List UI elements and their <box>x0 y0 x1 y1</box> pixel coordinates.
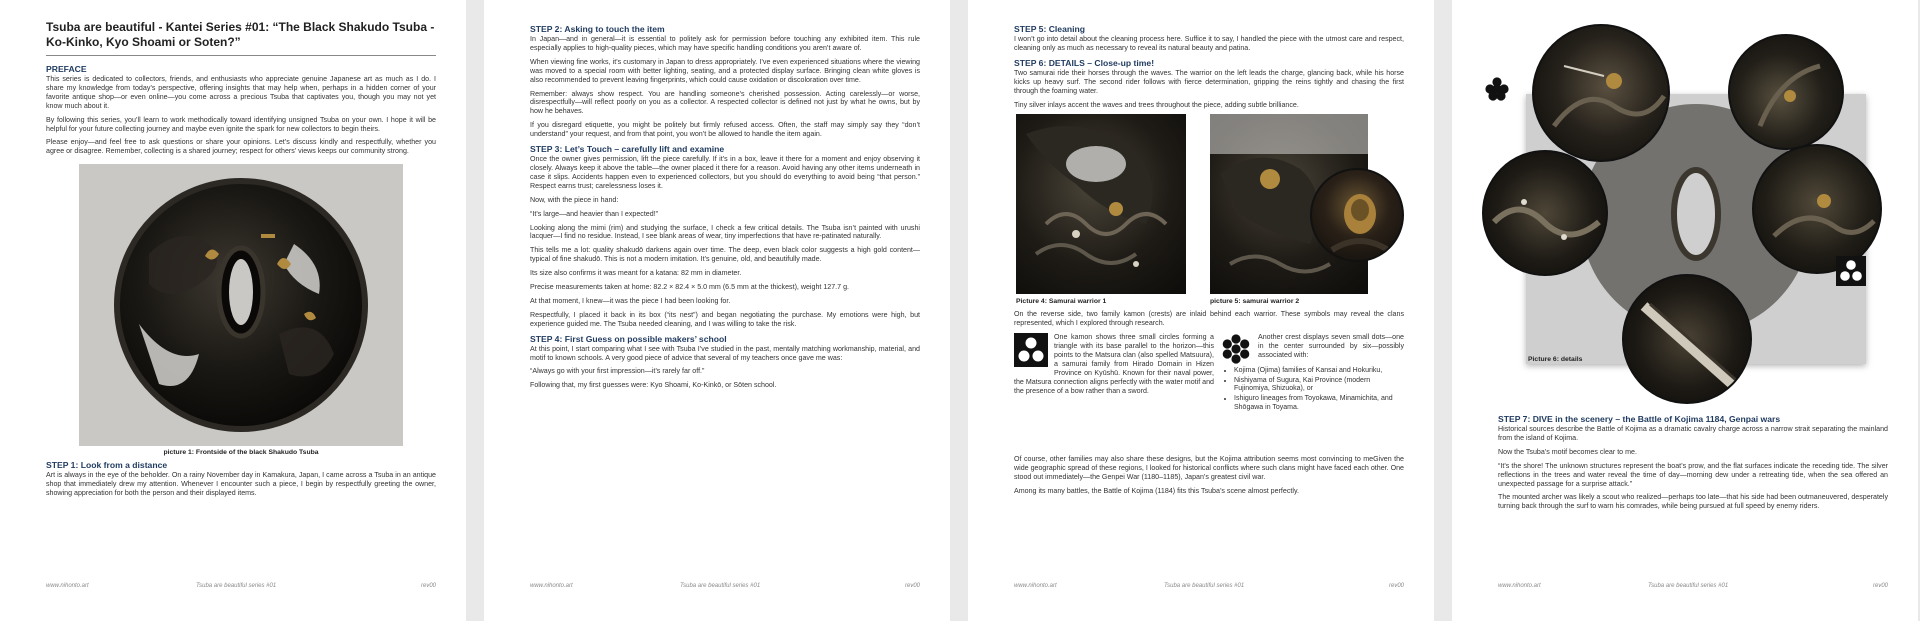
step2-paragraph-1: In Japan—and in general—it is essential to politely ask for permission before touching any exhibited item. This rule especially applies to high-quality pieces, which may have specific handling conditions you aren’t aware of. <box>530 35 920 52</box>
footer-rev: rev00 <box>420 583 436 589</box>
picture-6-caption: Picture 6: details <box>1528 356 1583 363</box>
step2-paragraph-3: Remember: always show respect. You are handling someone’s cherished possession. Acting carelessly—or worse, disrespectfully—will reflect poorly on you as a collector. A respected collector is defined not just by what he owns, but by how he behaves. <box>530 89 920 116</box>
footer-site: www.nihonto.art <box>1498 583 1541 589</box>
closeup-circle-left <box>1482 150 1608 276</box>
step7-paragraph-3: “It’s the shore! The unknown structures represent the boat’s prow, and the flat surfaces indicate the receding tide. The silver reflections in the trees and water reveal the time of day—morning dew under a retreating tide, when the sea offered an unexpected passage for a surprise attack.” <box>1498 461 1888 488</box>
clan-list <box>1234 367 1404 412</box>
step3-paragraph-6: Its size also confirms it was meant for a katana: 82 mm in diameter. <box>530 269 742 278</box>
step7-paragraph-4: The mounted archer was likely a scout who realized—perhaps too late—that his side had been outmaneuvered, desperately turning back through the surf to warn his comrades, while being pursued at full speed by enemy riders. <box>1498 493 1888 511</box>
seven-dots-kamon-icon <box>1220 333 1252 365</box>
picture-5-caption: picture 5: samurai warrior 2 <box>1210 298 1300 306</box>
silver-inlay-detail-image <box>1624 276 1752 404</box>
kamon-2-block <box>1220 333 1404 413</box>
step7-paragraph-2: Now the Tsuba’s motif becomes clear to me. <box>1498 447 1637 456</box>
step3-paragraph-9: Respectfully, I placed it back in its box (“its nest”) and began negotiating the purchase. My emotions were high, but experience guided me. The Tsuba needed cleaning, and I was willing to take the risk. <box>530 310 920 328</box>
step3-paragraph-4: Looking along the mimi (rim) and studying the surface, I check a few critical details. The Tsuba isn’t painted with urushi lacquer—I find no residue. Instead, I see blank areas of wear, tiny imperfections that have re-patinated naturally. <box>530 223 920 241</box>
page-2 <box>484 0 950 621</box>
kamon-1-text: One kamon shows three small circles forming a triangle with its base parallel to the horizon—this points to the Matsura clan (also spelled Matsuura), a samurai family from Hirado Domain in Hizen Province on Kyūshū. Known for their naval power, the Matsura connection aligns perfectly with the water motif and the presence of a bow rather than a sword. <box>1014 333 1214 395</box>
step1-paragraph-1: Art is always in the eye of the beholder. On a rainy November day in Kamakura, Japan, I came across a Tsuba in an antique shop that immediately drew my attention. Whenever I encounter such a piece, I begin by respectfully greeting the owner, showing appreciation for both the person and their displayed items. <box>46 471 436 498</box>
warrior-detail-image <box>1534 26 1670 162</box>
step5-heading: STEP 5: Cleaning <box>1014 24 1085 34</box>
footer-series: Tsuba are beautiful series #01 <box>1164 583 1245 589</box>
step4-paragraph-1: At this point, I start comparing what I see with Tsuba I’ve studied in the past, mentally matching workmanship, material, and motif to known schools. A very good piece of advice that several of my teachers once gave me was: <box>530 344 920 362</box>
step3-paragraph-3: “It’s large—and heavier than I expected!” <box>530 209 659 218</box>
step6-paragraph-3: On the reverse side, two family kamon (crests) are inlaid behind each warrior. These symbols may reveal the clans represented, which I explored through research. <box>1014 310 1404 328</box>
step3-paragraph-2: Now, with the piece in hand: <box>530 195 619 204</box>
footer-rev: rev00 <box>1388 583 1404 589</box>
step3-paragraph-8: At that moment, I knew—it was the piece I had been looking for. <box>530 296 731 305</box>
page-1 <box>0 0 466 621</box>
closeup-circle-bottom <box>1622 274 1752 404</box>
footer-series: Tsuba are beautiful series #01 <box>196 583 277 589</box>
preface-paragraph-3: Please enjoy—and feel free to ask questions or share your opinions. Let’s discuss kindly and respectfully, whether you agree or disagree. Remember, collecting is a shared journey; respect for others’ views keeps our community strong. <box>46 138 436 156</box>
footer-site: www.nihonto.art <box>530 583 573 589</box>
kamon-1-block <box>1014 333 1214 395</box>
kamon-2-text: Another crest displays seven small dots—one in the center surrounded by six—possibly associated with: <box>1258 333 1404 360</box>
step6-heading: STEP 6: DETAILS – Close-up time! <box>1014 57 1155 68</box>
step4-paragraph-2: “Always go with your first impression—it’s rarely far off.” <box>530 367 705 376</box>
closeup-circle-top-left <box>1532 24 1670 162</box>
preface-heading: PREFACE <box>46 64 87 74</box>
footer-site: www.nihonto.art <box>1014 583 1057 589</box>
list-item: • Nishiyama of Sugura, Kai Province (modern Fujinomiya, Shizuoka), or <box>1234 377 1404 394</box>
footer-series: Tsuba are beautiful series #01 <box>1648 583 1729 589</box>
kamon-section <box>1014 333 1404 455</box>
document-title: Tsuba are beautiful - Kantei Series #01: “The Black Shakudo Tsuba - Ko-Kinko, Kyo Shoami or Soten?” <box>46 20 436 56</box>
step3-paragraph-7: Precise measurements taken at home: 82.2 × 82.4 × 5.0 mm (6.5 mm at the thickest), weight 127.7 g. <box>530 283 849 292</box>
step6-paragraph-2: Tiny silver inlays accent the waves and trees throughout the piece, adding subtle brilliance. <box>1014 100 1299 109</box>
list-item: • Kojima (Ojima) families of Kansai and Hokuriku, <box>1234 367 1404 376</box>
details-collage <box>1482 24 1888 404</box>
preface-paragraph-2: By following this series, you’ll learn to work methodically toward identifying unsigned Tsuba on your own. I hope it will be helpful for your future collecting journey and maybe even ignite the spark for new collectors to begin theirs. <box>46 115 436 133</box>
wave-detail-image <box>1484 152 1608 276</box>
step3-paragraph-5: This tells me a lot: quality shakudō darkens again over time. The deep, even black color suggests a high gold content—typical of fine shakudō. This is not a modern imitation. It’s genuine, old, and beautifully made. <box>530 246 920 264</box>
closeup-circle-right <box>1752 144 1882 274</box>
footer-series: Tsuba are beautiful series #01 <box>680 583 761 589</box>
three-circles-kamon-icon <box>1482 74 1512 104</box>
step3-heading: STEP 3: Let’s Touch – carefully lift and examine <box>530 144 725 155</box>
closeup-circle-top-right <box>1728 34 1844 150</box>
footer-site: www.nihonto.art <box>46 583 89 589</box>
figure-1 <box>79 164 403 446</box>
page-3 <box>968 0 1434 621</box>
step2-heading: STEP 2: Asking to touch the item <box>530 24 665 34</box>
three-circles-kamon-icon <box>1014 333 1048 367</box>
footer-rev: rev00 <box>1872 583 1888 589</box>
step3-paragraph-1: Once the owner gives permission, lift the piece carefully. If it’s in a box, leave it there for a moment and enjoy observing it closely. Always keep it above the table—the owner placed it there for a reason. Avoid having any other items underneath in case it slips. Accidents happen even to experienced collectors, but you should do everything to avoid being “that person.” Respect earns trust; carelessness loses it. <box>530 155 920 190</box>
step2-paragraph-4: If you disregard etiquette, you might be politely but firmly refused access. Often, the staff may simply say they “don’t understand” your request, and from that point, you won’t be allowed to handle the item again. <box>530 121 920 139</box>
picture-4-caption: Picture 4: Samurai warrior 1 <box>1016 298 1107 306</box>
samurai-face-closeup-image <box>1312 170 1404 262</box>
footer-rev: rev00 <box>904 583 920 589</box>
page-footer <box>46 583 436 591</box>
detail-photos-row <box>1014 114 1404 310</box>
step4-heading: STEP 4: First Guess on possible makers’ school <box>530 333 727 344</box>
rider-detail-image <box>1754 146 1882 274</box>
seven-dots-kamon-icon <box>1836 256 1866 286</box>
samurai-warrior-1-image <box>1016 114 1186 294</box>
picture-4 <box>1016 114 1186 294</box>
step6-paragraph-5: Among its many battles, the Battle of Kojima (1184) fits this Tsuba’s scene almost perfectly. <box>1014 486 1299 495</box>
figure-1-caption: picture 1: Frontside of the black Shakudo Tsuba <box>163 449 319 457</box>
step4-paragraph-3: Following that, my first guesses were: Kyo Shoami, Ko-Kinkō, or Sōten school. <box>530 381 777 390</box>
preface-paragraph-1: This series is dedicated to collectors, friends, and enthusiasts who appreciate genuine Japanese art as much as I do. I share my knowledge from today’s perspective, offering insights that may help when, perhaps in a hidden corner of your favorite antique shop—or even online—you come across a precious Tsuba that captivates you, though you may not yet know much about it. <box>46 75 436 110</box>
step6-paragraph-1: Two samurai ride their horses through the waves. The warrior on the left leads the charge, glancing back, while his horse kicks up heavy surf. The second rider follows with fierce determination, gripping the reins tightly and chasing the first through the foaming water. <box>1014 68 1404 95</box>
step2-paragraph-2: When viewing fine works, it’s customary in Japan to dress appropriately. I’ve even experienced situations where the viewing was moved to a special room with better lighting, seating, and a protected display surface. Bringing clean white gloves is also recommended to prevent leaving fingerprints, which could cause oxidation or discoloration over time. <box>530 57 920 84</box>
tsuba-front-image <box>79 164 403 446</box>
bow-detail-image <box>1730 36 1844 150</box>
page-footer <box>1014 583 1404 591</box>
picture-5-closeup-circle <box>1310 168 1404 262</box>
step6-paragraph-4: Of course, other families may also share these designs, but the Kojima attribution seems most convincing to meGiven the wide geographic spread of these regions, I looked for historical conflicts where such clans might have faced each other. One stood out immediately—the Genpei War (1180–1185), Japan’s greatest civil war. <box>1014 455 1404 482</box>
step7-paragraph-1: Historical sources describe the Battle of Kojima as a dramatic cavalry charge across a narrow strait separating the mainland from the island of Kojima. <box>1498 425 1888 442</box>
step7-heading: STEP 7: DIVE in the scenery – the Battle of Kojima 1184, Genpai wars <box>1498 414 1781 424</box>
step5-paragraph-1: I won’t go into detail about the cleaning process here. Suffice it to say, I handled the piece with the utmost care and respect, cleaning only as much as necessary to reveal its natural beauty and patina. <box>1014 35 1404 52</box>
page-4 <box>1452 0 1918 621</box>
step1-heading: STEP 1: Look from a distance <box>46 460 168 471</box>
list-item: • Ishiguro lineages from Toyokawa, Minamichita, and Shōgawa in Toyama. <box>1234 395 1404 412</box>
page-footer <box>1498 583 1888 591</box>
page-footer <box>530 583 920 591</box>
